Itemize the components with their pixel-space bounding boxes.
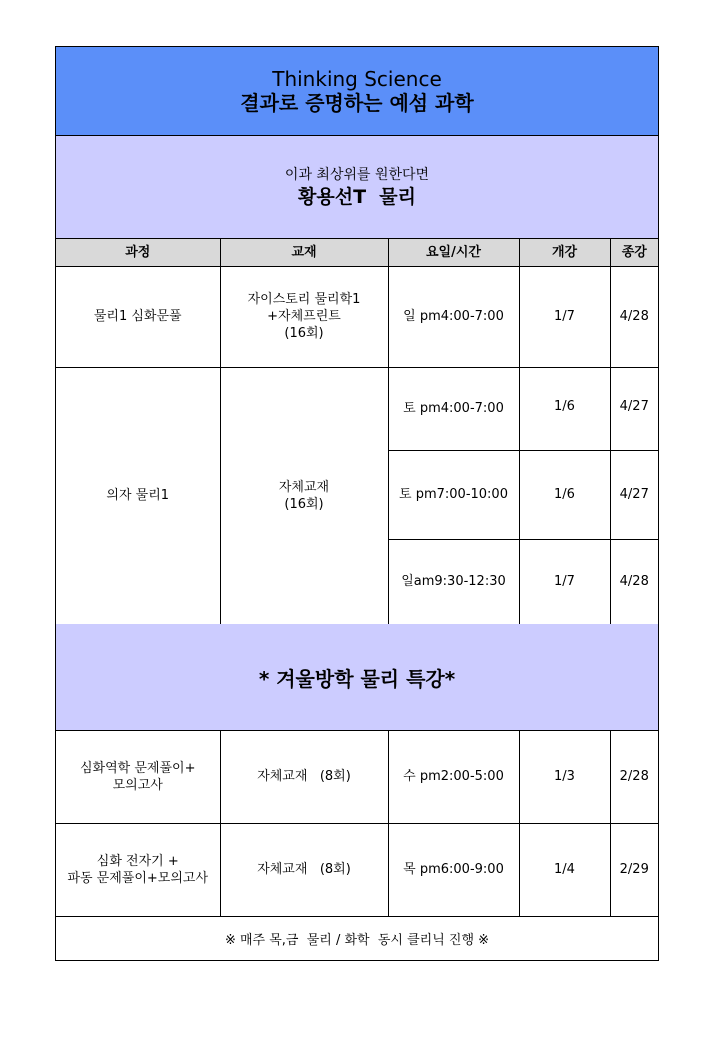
end-cell: 2/28	[610, 731, 658, 823]
col-header-end: 종강	[610, 239, 658, 266]
book-cell: 자체교재 (8회)	[220, 823, 388, 916]
time-cell: 수 pm2:00-5:00	[388, 731, 519, 823]
book-line: (16회)	[284, 326, 324, 341]
table-header-row	[56, 239, 658, 266]
table-row	[56, 823, 658, 916]
book-cell	[220, 266, 388, 367]
end-cell: 4/28	[610, 266, 658, 367]
course-line: 심화 전자기 +	[96, 853, 179, 869]
course-cell	[56, 823, 220, 916]
end-cell: 4/27	[610, 450, 658, 539]
col-header-book: 교재	[220, 239, 388, 266]
course-line: 심화역학 문제풀이+	[80, 760, 196, 776]
title-korean: 결과로 증명하는 예섬 과학	[240, 91, 474, 115]
book-line: (16회)	[284, 496, 324, 512]
time-cell: 토 pm7:00-10:00	[388, 450, 519, 539]
end-cell: 4/27	[610, 367, 658, 450]
book-cell: 자체교재 (8회)	[220, 731, 388, 823]
table-row	[56, 266, 658, 367]
course-line: 파동 문제풀이+모의고사	[67, 870, 209, 886]
col-header-time: 요일/시간	[388, 239, 519, 266]
table-row	[56, 367, 658, 450]
book-line: 자이스토리 물리학1	[247, 292, 361, 307]
course-line: 모의고사	[112, 777, 163, 793]
time-cell: 토 pm4:00-7:00	[388, 367, 519, 450]
start-cell: 1/6	[519, 367, 610, 450]
book-cell	[220, 367, 388, 624]
title-banner	[56, 47, 658, 136]
col-header-start: 개강	[519, 239, 610, 266]
teacher-name: 황용선T 물리	[298, 186, 416, 208]
special-heading: * 겨울방학 물리 특강*	[258, 666, 456, 691]
notice-text: ※ 매주 목,금 물리 / 화학 동시 클리닉 진행 ※	[224, 932, 490, 948]
time-cell: 일 pm4:00-7:00	[388, 266, 519, 367]
regular-schedule-table	[56, 239, 658, 625]
course-cell: 의자 물리1	[56, 367, 220, 624]
start-cell: 1/6	[519, 450, 610, 539]
teacher-tagline: 이과 최상위를 원한다면	[284, 167, 430, 183]
table-row	[56, 731, 658, 823]
title-english: Thinking Science	[272, 67, 442, 91]
book-line: 자체교재	[278, 479, 330, 495]
start-cell: 1/7	[519, 539, 610, 624]
end-cell: 4/28	[610, 539, 658, 624]
end-cell: 2/29	[610, 823, 658, 916]
clinic-notice	[56, 916, 658, 960]
col-header-course: 과정	[56, 239, 220, 266]
course-cell	[56, 731, 220, 823]
special-course-banner	[56, 624, 658, 731]
teacher-banner	[56, 136, 658, 239]
start-cell: 1/3	[519, 731, 610, 823]
start-cell: 1/4	[519, 823, 610, 916]
time-cell: 목 pm6:00-9:00	[388, 823, 519, 916]
book-line: +자체프린트	[267, 309, 341, 324]
course-cell: 물리1 심화문풀	[56, 266, 220, 367]
start-cell: 1/7	[519, 266, 610, 367]
special-schedule-table	[56, 731, 658, 917]
schedule-sheet	[55, 46, 659, 961]
time-cell: 일am9:30-12:30	[388, 539, 519, 624]
